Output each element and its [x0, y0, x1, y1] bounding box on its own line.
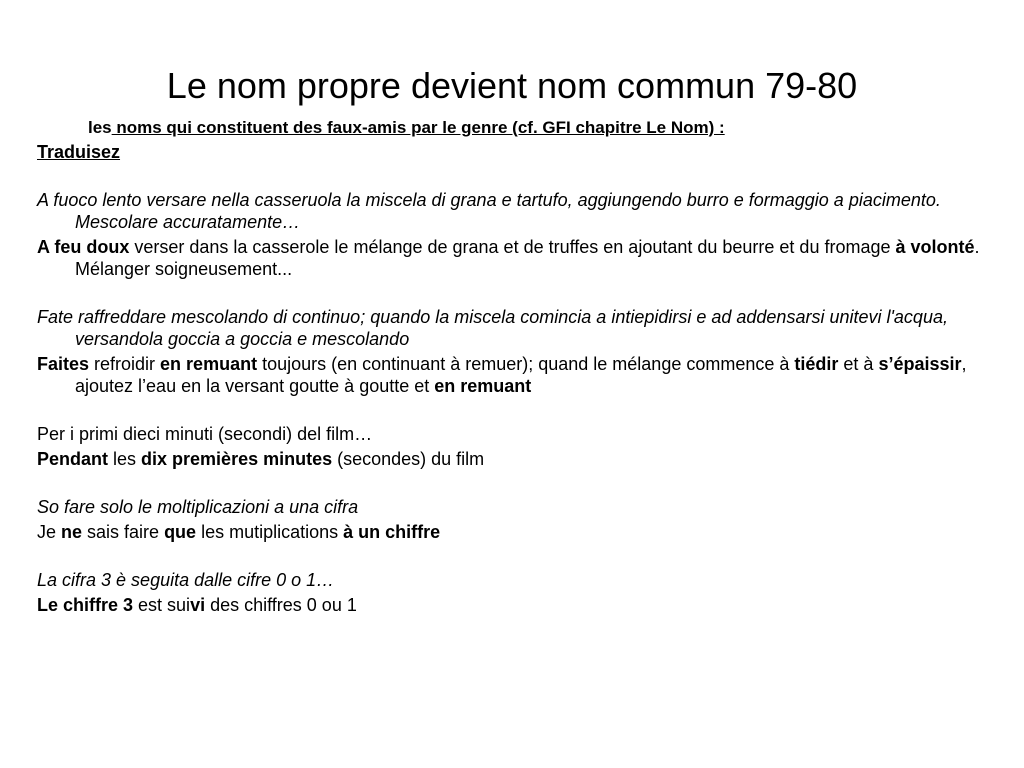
- text: . Mélanger soigneusement...: [75, 237, 980, 279]
- text: (secondes) du film: [332, 449, 485, 469]
- french-translation-1: [37, 236, 987, 280]
- text: toujours (en continuant à remuer); quand le mélange commence à: [257, 354, 795, 374]
- emphasis: tiédir: [794, 354, 839, 374]
- emphasis: vi: [190, 595, 206, 615]
- italian-sentence-4: So fare solo le moltiplicazioni a una cifra: [37, 497, 359, 517]
- italian-sentence-1: A fuoco lento versare nella casseruola la miscela di grana e tartufo, aggiungendo burro e formaggio a piacimento. Mescolare accuratamente…: [37, 190, 941, 232]
- italian-sentence-2: Fate raffreddare mescolando di continuo; quando la miscela comincia a intiepidirsi e ad addensarsi unitevi l'acqua, versandola goccia a goccia e mescolando: [37, 307, 948, 349]
- french-translation-4: [37, 521, 987, 543]
- subtitle-underlined: noms qui constituent des faux-amis par le genre (cf. GFI chapitre Le Nom) :: [111, 118, 725, 137]
- emphasis: Le chiffre 3: [37, 595, 134, 615]
- emphasis: A feu doux: [37, 237, 130, 257]
- emphasis: que: [164, 522, 197, 542]
- text: et à: [838, 354, 879, 374]
- text: des chiffres 0 ou 1: [205, 595, 357, 615]
- slide-body: [37, 141, 987, 616]
- french-translation-3: [37, 448, 987, 470]
- instruction-text: Traduisez: [37, 142, 121, 162]
- slide-subtitle: [88, 117, 988, 139]
- emphasis: Pendant: [37, 449, 109, 469]
- subtitle-lead: les: [88, 118, 112, 137]
- emphasis: à un chiffre: [343, 522, 441, 542]
- text: verser dans la casserole le mélange de grana et de truffes en ajoutant du beurre et du fromage: [129, 237, 896, 257]
- text: refroidir: [89, 354, 161, 374]
- emphasis: dix premières minutes: [141, 449, 333, 469]
- text: , ajoutez l’eau en la versant goutte à goutte et: [75, 354, 967, 396]
- text: est sui: [133, 595, 191, 615]
- text: Je: [37, 522, 62, 542]
- italian-sentence-5: La cifra 3 è seguita dalle cifre 0 o 1…: [37, 570, 335, 590]
- french-translation-5: [37, 594, 987, 616]
- emphasis: en remuant: [160, 354, 258, 374]
- emphasis: en remuant: [434, 376, 532, 396]
- slide-title: Le nom propre devient nom commun 79-80: [166, 65, 858, 106]
- emphasis: ne: [61, 522, 83, 542]
- text: les mutiplications: [196, 522, 344, 542]
- text: les: [108, 449, 142, 469]
- french-translation-2: [37, 353, 987, 397]
- text: sais faire: [82, 522, 165, 542]
- emphasis: à volonté: [895, 237, 975, 257]
- italian-sentence-3: Per i primi dieci minuti (secondi) del film…: [37, 424, 373, 444]
- emphasis: s’épaissir: [878, 354, 962, 374]
- emphasis: Faites: [37, 354, 90, 374]
- instruction: [37, 141, 987, 163]
